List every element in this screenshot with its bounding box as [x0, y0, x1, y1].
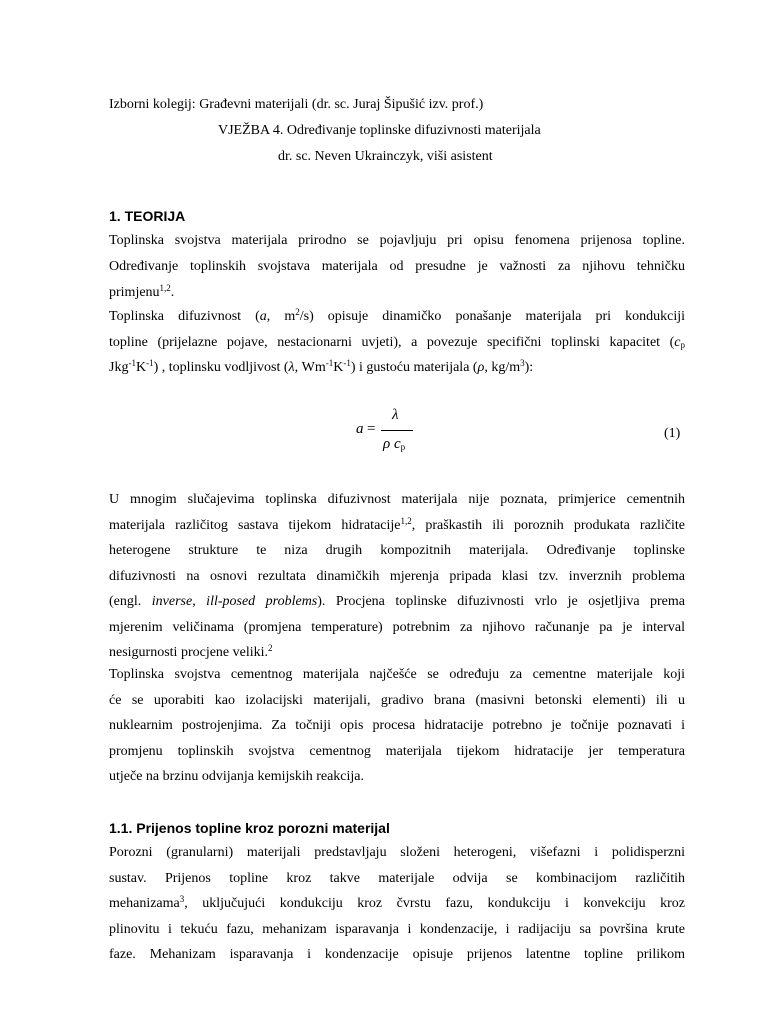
paragraph-line: nesigurnosti procjene veliki.$^2$ [109, 643, 273, 660]
paragraph-line: difuzivnosti na osnovi rezultata dinamičkih mjerenja pripada klasi tzv. inverznih problema [109, 569, 685, 584]
exercise-title: VJEŽBA 4. Određivanje toplinske difuzivnosti materijala [218, 123, 541, 138]
paragraph-line: utječe na brzinu odvijanja kemijskih reakcija. [109, 769, 365, 784]
equation-number: (1) [664, 426, 681, 441]
paragraph-line: će se uporabiti kao izolacijski materijali, gradivo brana (masivni betonski elementi) ili u [109, 693, 685, 708]
paragraph-line: topline (prijelazne pojave, nestacionarni uvjeti), a povezuje specifični toplinski kapacitet ($c_p$ [109, 335, 685, 350]
paragraph-line: mjerenim veličinama (promjena temperature) potrebnim za njihovo računanje pa je interval [109, 620, 685, 635]
equation-numerator: λ [392, 407, 399, 423]
author-line: dr. sc. Neven Ukrainczyk, viši asistent [278, 149, 493, 164]
equation-equals: = [367, 421, 376, 437]
equation-denominator: ρ $c_p$ [383, 436, 406, 452]
paragraph-line: promjenu toplinskih svojstva cementnog materijala tijekom hidratacije jer temperatura [109, 744, 685, 759]
paragraph-line: faze. Mehanizam isparavanja i kondenzacije opisuje prijenos latentne topline prilikom [109, 947, 685, 962]
course-line: Izborni kolegij: Građevni materijali (dr. sc. Juraj Šipušić izv. prof.) [109, 97, 484, 112]
paragraph-line: Toplinska svojstva cementnog materijala najčešće se određuju za cementne materijale koji [109, 667, 685, 682]
paragraph-line: Porozni (granularni) materijali predstavljaju složeni heterogeni, višefazni i polidisperzni [109, 845, 685, 860]
paragraph-line: (engl. inverse, ill-posed problems). Procjena toplinske difuzivnosti vrlo je osjetljiva prema [109, 594, 686, 609]
paragraph-line: primjenu$^{1,2}$. [109, 283, 175, 300]
section-heading-teorija: 1. TEORIJA [109, 208, 186, 224]
paragraph-line: $Jkg^{-1}K^{-1}$) , toplinsku vodljivost (λ, $Wm^{-1}K^{-1}$) i gustoću materijala (ρ, $kg/m^3$): [109, 358, 534, 375]
section-heading-prijenos: 1.1. Prijenos topline kroz porozni materijal [109, 820, 390, 836]
paragraph-line: Toplinska difuzivnost (a, $m^2/s$) opisuje dinamičko ponašanje materijala pri kondukciji [109, 307, 686, 324]
paragraph-line: Toplinska svojstva materijala prirodno se pojavljuju pri opisu fenomena prijenosa topline. [109, 233, 685, 248]
paragraph-line: plinovitu i tekuću fazu, mehanizam isparavanja i kondenzacije, i radijaciju sa površina krute [109, 922, 685, 937]
paragraph-line: mehanizama$^3$, uključujući kondukciju kroz čvrstu fazu, kondukciju i konvekciju kroz [109, 894, 685, 911]
paragraph-line: Određivanje toplinskih svojstava materijala od presudne je važnosti za njihovu tehničku [109, 259, 685, 274]
paragraph-line: heterogene strukture te niza drugih kompozitnih materijala. Određivanje toplinske [109, 543, 685, 558]
paragraph-line: materijala različitog sastava tijekom hidratacije$^{1,2}$, praškastih ili poroznih produkata različite [109, 516, 685, 533]
paragraph-line: sustav. Prijenos topline kroz takve materijale odvija se kombinacijom različitih [109, 871, 685, 886]
equation-lhs: a [356, 421, 364, 437]
paragraph-line: nuklearnim postrojenjima. Za točniji opis procesa hidratacije potrebno je točnije poznavati i [109, 718, 685, 733]
fraction-bar [381, 430, 413, 431]
paragraph-line: U mnogim slučajevima toplinska difuzivnost materijala nije poznata, primjerice cementnih [109, 492, 685, 507]
